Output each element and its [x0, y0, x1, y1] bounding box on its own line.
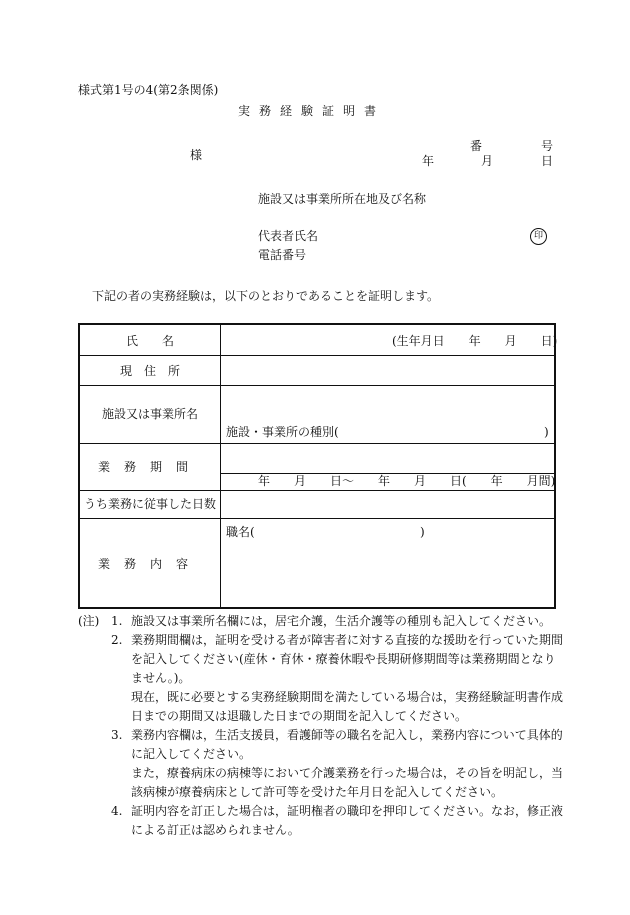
experience-table [78, 323, 556, 609]
table-row-divider [80, 355, 554, 356]
facility-type-close: ) [544, 425, 549, 439]
note-1-text: 施設又は事業所名欄には，居宅介護，生活介護等の種別も記入してください。 [131, 614, 552, 628]
name-label: 氏 名 [125, 334, 174, 348]
address-label: 現 住 所 [119, 364, 180, 378]
note-1-number: 1. [111, 614, 123, 628]
note-3-number: 3. [111, 728, 123, 742]
date-month: 月 [481, 154, 494, 168]
note-3-line-4: 該病棟が療養病床として許可等を受けた年月日を記入してください。 [131, 785, 504, 799]
position-close: ) [420, 525, 425, 539]
note-2-line-2: を記入してください(産休・育休・療養休暇や長期研修期間等は業務期間となり [131, 652, 556, 666]
note-3-line-2: に記入してください。 [131, 747, 252, 761]
seal-mark: 印 [530, 228, 547, 245]
note-4-line-2: による訂正は認められません。 [131, 823, 300, 837]
facility-location-label: 施設又は事業所所在地及び名称 [258, 192, 427, 206]
note-4-number: 4. [111, 804, 123, 818]
period-field: 年 月 日～ 年 月 日( 年 月間) [258, 474, 556, 488]
form-number: 様式第1号の4(第2条関係) [78, 83, 219, 97]
number-label-ban: 番 [470, 139, 483, 153]
note-2-line-4: 現在，既に必要とする実務経験期間を満たしている場合は，実務経験証明書作成 [131, 690, 564, 704]
date-day: 日 [541, 154, 554, 168]
number-label-go: 号 [541, 139, 554, 153]
note-3-line-3: また，療養病床の病棟等において介護業務を行った場合は，その旨を明記し，当 [131, 766, 564, 780]
working-days-label: うち業務に従事した日数 [83, 497, 216, 511]
table-row-divider [80, 385, 554, 386]
position-field: 職名( [226, 525, 255, 539]
table-row-divider [80, 443, 554, 444]
phone-label: 電話番号 [258, 248, 307, 262]
note-2-line-5: 日までの期間又は退職した日までの期間を記入してください。 [131, 709, 468, 723]
representative-label: 代表者氏名 [258, 229, 319, 243]
note-3-line-1: 業務内容欄は，生活支援員，看護師等の職名を記入し，業務内容について具体的 [131, 728, 563, 742]
period-label: 業務期間 [97, 460, 202, 474]
work-content-label: 業務内容 [97, 557, 202, 571]
birth-date-field: (生年月日 年 月 日) [392, 334, 558, 348]
note-2-line-3: ません。)。 [131, 671, 191, 685]
facility-name-label: 施設又は事業所名 [101, 407, 198, 421]
notes-prefix: (注) [78, 614, 100, 628]
note-2-number: 2. [111, 633, 123, 647]
table-column-divider [220, 325, 221, 607]
date-year: 年 [422, 154, 435, 168]
table-row-divider [80, 518, 554, 519]
facility-type-field: 施設・事業所の種別( [226, 425, 339, 439]
document-title: 実務経験証明書 [238, 104, 386, 118]
note-4-line-1: 証明内容を訂正した場合は，証明権者の職印を押印してください。なお，修正液 [131, 804, 564, 818]
table-row-divider [80, 490, 554, 491]
note-2-line-1: 業務期間欄は，証明を受ける者が障害者に対する直接的な援助を行っていた期間 [131, 633, 564, 647]
addressee-suffix: 様 [190, 148, 203, 162]
certification-intro: 下記の者の実務経験は，以下のとおりであることを証明します。 [92, 289, 440, 303]
